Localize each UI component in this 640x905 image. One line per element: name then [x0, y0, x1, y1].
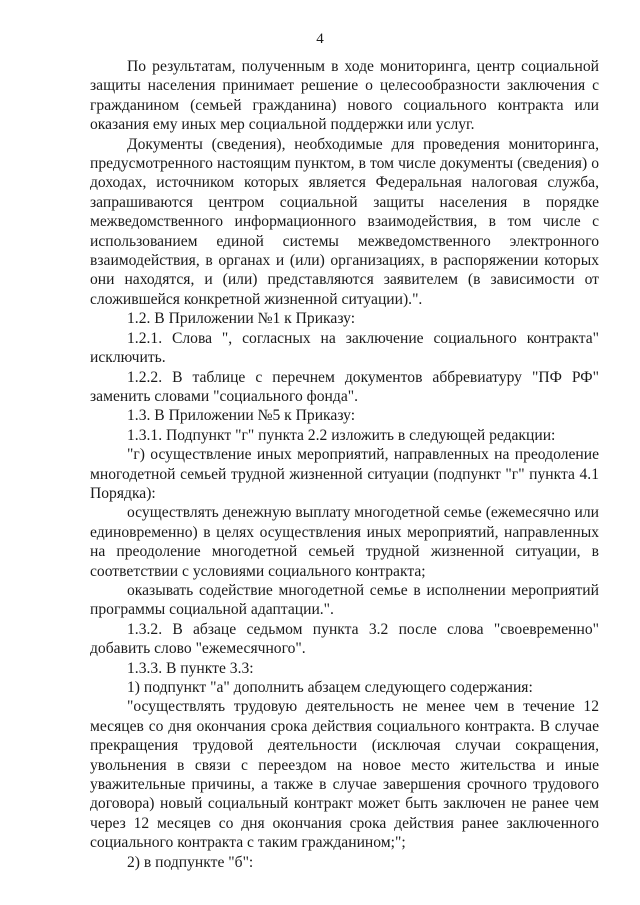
paragraph: 2) в подпункте "б": — [127, 853, 254, 871]
paragraph: 1.2.1. Слова ", согласных на заключение социального контракта" исключить. — [90, 329, 599, 367]
paragraph: 1.3. В Приложении №5 к Приказу: — [127, 407, 356, 425]
paragraph: 1.3.3. В пункте 3.3: — [127, 659, 254, 677]
paragraph: По результатам, полученным в ходе мониторинга, центр социальной защиты населения принимает решение о целесообразности заключения с гражданином (семьей гражданина) нового социального контракта или оказания ему иных мер социальной поддержки или услуг. — [90, 58, 599, 134]
paragraph: 1.3.1. Подпункт "г" пункта 2.2 изложить в следующей редакции: — [127, 426, 556, 444]
paragraph: "г) осуществление иных мероприятий, направленных на преодоление многодетной семьей трудной жизненной ситуации (подпункт "г" пункта 4.1 Порядка): — [90, 446, 599, 502]
page-number: 4 — [316, 31, 324, 47]
paragraph: 1.3.2. В абзаце седьмом пункта 3.2 после слова "своевременно" добавить слово "ежемесячного". — [90, 620, 599, 658]
paragraph: осуществлять денежную выплату многодетной семье (ежемесячно или единовременно) в целях осуществления иных мероприятий, направленных на преодоление многодетной семьей трудной жизненной ситуации, в соответствии с условиями социального контракта; — [90, 504, 599, 580]
paragraph: оказывать содействие многодетной семье в исполнении мероприятий программы социальной адаптации.". — [90, 581, 599, 619]
paragraph: 1.2. В Приложении №1 к Приказу: — [127, 310, 356, 328]
paragraph: 1.2.2. В таблице с перечнем документов аббревиатуру "ПФ РФ" заменить словами "социального фонда". — [90, 368, 599, 405]
paragraph: 1) подпункт "а" дополнить абзацем следующего содержания: — [127, 679, 533, 696]
document-body — [90, 57, 599, 872]
paragraph: "осуществлять трудовую деятельность не менее чем в течение 12 месяцев со дня окончания срока действия социального контракта. В случае прекращения трудовой деятельности (исключая случаи сокращения, увольнения в связи с переездом на новое место жительства и иные уважительные причины, а также в случае завершения срочного трудового договора) новый социальный контракт может быть заключен не ранее чем через 12 месяцев со дня окончания срока действия ранее заключенного социального контракта с таким гражданином;"; — [90, 698, 599, 852]
paragraph: Документы (сведения), необходимые для проведения мониторинга, предусмотренного настоящим пунктом, в том числе документы (сведения) о доходах, источником которых является Федеральная налоговая служба, запрашиваются центром социальной защиты населения в порядке межведомственного информационного взаимодействия, в том числе с использованием единой системы межведомственного электронного взаимодействия, в органах и (или) организациях, в распоряжении которых они находятся, и (или) представляются заявителем (в зависимости от сложившейся конкретной жизненной ситуации).". — [90, 135, 599, 308]
